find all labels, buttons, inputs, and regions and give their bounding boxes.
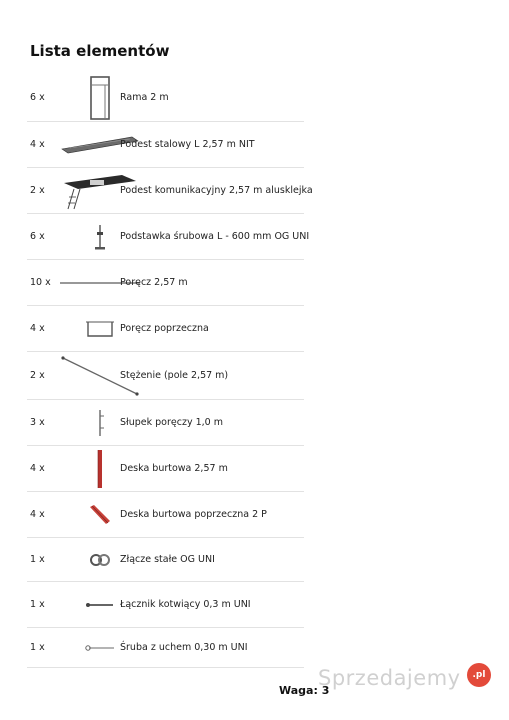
item-quantity: 1 x [30,599,45,610]
item-name: Rama 2 m [120,92,169,103]
list-item [27,122,304,168]
item-name: Stężenie (pole 2,57 m) [120,370,229,381]
watermark-text: Sprzedajemy [318,666,461,690]
item-name: Poręcz 2,57 m [120,277,188,288]
page-title: Lista elementów [30,42,170,60]
item-quantity: 10 x [30,277,51,288]
item-name: Deska burtowa poprzeczna 2 P [120,509,267,520]
item-quantity: 4 x [30,139,45,150]
item-name: Łącznik kotwiący 0,3 m UNI [120,599,251,610]
item-name: Śruba z uchem 0,30 m UNI [120,642,248,653]
list-item [27,582,304,628]
item-quantity: 4 x [30,323,45,334]
item-quantity: 4 x [30,509,45,520]
list-item [27,168,313,214]
item-name: Poręcz poprzeczna [120,323,209,334]
watermark-badge: .pl [467,663,491,687]
item-name: Słupek poręczy 1,0 m [120,417,223,428]
list-item [27,352,304,400]
list-item [27,446,304,492]
elements-list [27,74,313,668]
item-quantity: 1 x [30,642,45,653]
item-quantity: 4 x [30,463,45,474]
list-item [27,492,304,538]
list-item [27,628,304,668]
list-item [27,306,304,352]
item-name: Podstawka śrubowa L - 600 mm OG UNI [120,231,310,242]
list-item [27,260,304,306]
item-name: Złącze stałe OG UNI [120,554,215,565]
item-name: Deska burtowa 2,57 m [120,463,228,474]
total-weight: Waga: 3 [279,684,330,697]
item-quantity: 2 x [30,185,45,196]
item-quantity: 1 x [30,554,45,565]
item-name: Podest komunikacyjny 2,57 m alusklejka [120,185,313,196]
item-quantity: 6 x [30,92,45,103]
item-quantity: 6 x [30,231,45,242]
list-item [27,74,304,122]
item-name: Podest stalowy L 2,57 m NIT [120,139,255,150]
list-item [27,214,310,260]
item-quantity: 3 x [30,417,45,428]
list-item [27,400,304,446]
item-quantity: 2 x [30,370,45,381]
list-item [27,538,304,582]
